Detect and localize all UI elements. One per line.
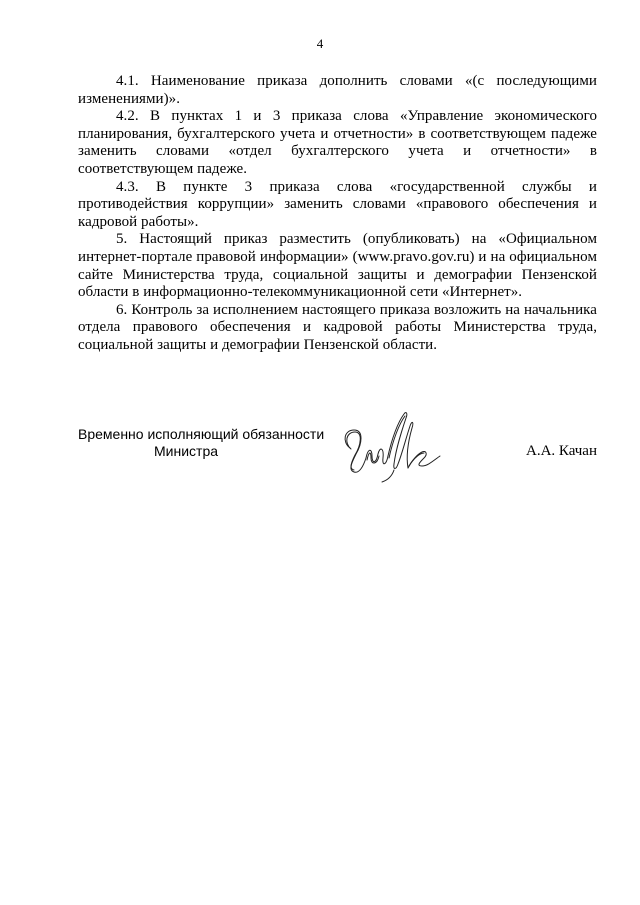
paragraph-4-1: 4.1. Наименование приказа дополнить словами «(с последующими изменениями)». <box>78 73 597 107</box>
signatory-position-line1: Временно исполняющий обязанности <box>78 426 325 442</box>
signatory-name: А.А. Качан <box>525 443 597 459</box>
signatory-position-line2: Министра <box>154 443 219 459</box>
signature-block <box>78 408 597 488</box>
paragraph-5: 5. Настоящий приказ разместить (опубликовать) на «Официальном интернет-портале правовой информации» (www.pravo.gov.ru) и на официальном сайте Министерства труда, социальной защиты и демографии Пензенской области в информационно-телекоммуникационной сети «Интернет». <box>78 231 597 301</box>
paragraph-4-2: 4.2. В пунктах 1 и 3 приказа слова «Управление экономического планирования, бухгалтерского учета и отчетности» в соответствующем падеже заменить словами «отдел бухгалтерского учета и отчетности» в соответствующем падеже. <box>78 108 597 177</box>
handwritten-signature <box>336 408 446 488</box>
paragraph-4-3: 4.3. В пункте 3 приказа слова «государственной службы и противодействия коррупции» заменить словами «правового обеспечения и кадровой работы». <box>78 178 597 230</box>
page-number: 4 <box>316 36 324 51</box>
paragraph-6: 6. Контроль за исполнением настоящего приказа возложить на начальника отдела правового обеспечения и кадровой работы Министерства труда, социальной защиты и демографии Пензенской области. <box>78 301 597 353</box>
document-body <box>78 73 597 355</box>
